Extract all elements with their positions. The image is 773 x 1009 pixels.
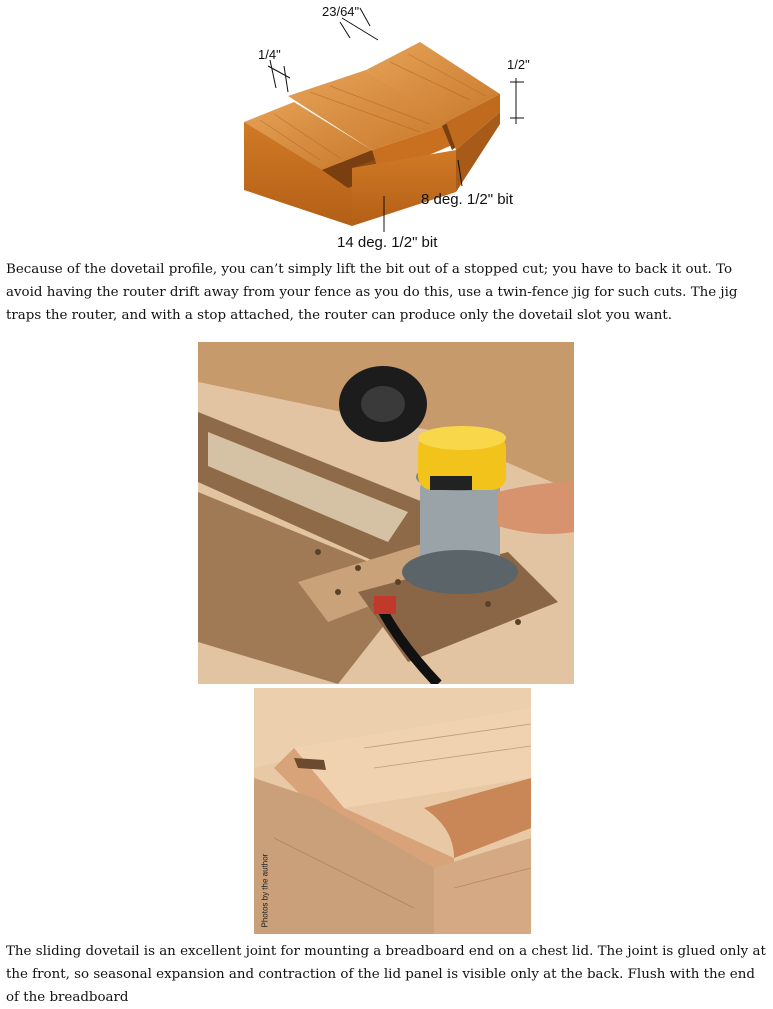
body-paragraph-2: The sliding dovetail is an excellent joint for mounting a breadboard end on a chest lid. The joint is glued only at the front, so seasonal expansion and contraction of the lid panel is visible only at the back. Flush with the end of the breadboard bbox=[6, 944, 766, 1005]
router-jig-photo bbox=[198, 342, 574, 684]
photo-credit: Photos by the author bbox=[260, 853, 270, 928]
body-paragraph-1: Because of the dovetail profile, you can’t simply lift the bit out of a stopped cut; you have to back it out. To avoid having the router drift away from your fence as you do this, use a twin-fence jig for such cuts. The jig traps the router, and with a stop attached, the router can produce only the dovetail slot you want. bbox=[6, 262, 738, 323]
router-jig-illustration bbox=[198, 342, 574, 684]
dimension-label-left: 1/4" bbox=[258, 47, 281, 62]
dovetail-block-illustration bbox=[230, 0, 550, 258]
dimension-label-right: 1/2" bbox=[507, 57, 530, 72]
breadboard-joint-photo bbox=[254, 688, 531, 934]
callout-14deg-bit: 14 deg. 1/2" bit bbox=[337, 234, 438, 251]
dimension-label-top: 23/64" bbox=[322, 4, 360, 19]
dovetail-diagram bbox=[230, 0, 550, 258]
callout-8deg-bit: 8 deg. 1/2" bit bbox=[421, 191, 514, 208]
breadboard-joint-illustration bbox=[254, 688, 531, 934]
